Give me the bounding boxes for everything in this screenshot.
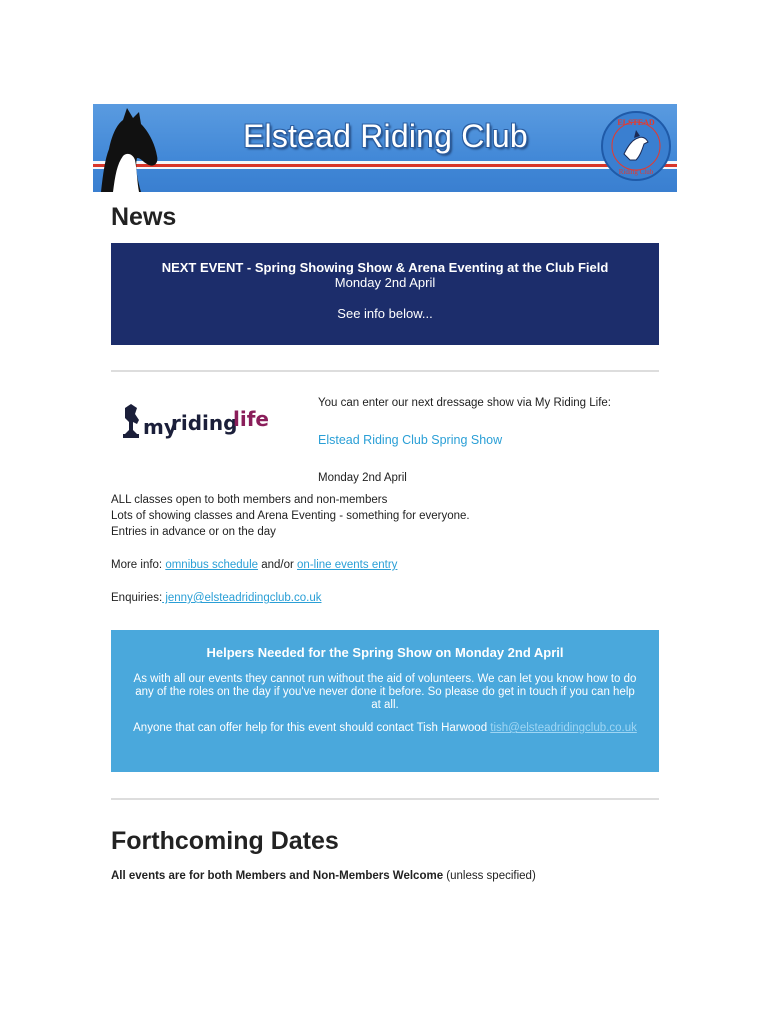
info-line: Lots of showing classes and Arena Eventing - something for everyone. — [111, 510, 470, 522]
myridinglife-section — [111, 372, 659, 482]
event-info — [111, 492, 659, 606]
next-event-note: See info below... — [337, 306, 433, 321]
horse-head-icon — [93, 104, 163, 192]
helpers-contact-link[interactable]: tish@elsteadridingclub.co.uk — [490, 722, 637, 734]
news-heading: News — [111, 203, 177, 231]
next-event-box — [111, 243, 659, 345]
myridinglife-logo[interactable] — [121, 400, 271, 444]
note-bold: All events are for both Members and Non-Members Welcome — [111, 870, 444, 882]
seal-text-bottom: Riding Club — [618, 168, 654, 176]
spring-show-link[interactable]: Elstead Riding Club Spring Show — [318, 433, 503, 447]
helpers-contact-text: Anyone that can offer help for this event should contact Tish Harwood — [133, 722, 491, 734]
online-entry-link[interactable]: on-line events entry — [297, 559, 398, 571]
more-info-label: More info: — [111, 559, 166, 571]
mrl-date: Monday 2nd April — [318, 472, 407, 484]
section-divider — [111, 798, 659, 800]
enquiries-email-link[interactable]: jenny@elsteadridingclub.co.uk — [162, 592, 322, 604]
header-banner — [93, 104, 677, 192]
helpers-heading: Helpers Needed for the Spring Show on Monday 2nd April — [206, 645, 564, 660]
helpers-text: As with all our events they cannot run without the aid of volunteers. We can let you know how to do any of the roles on the day if you've never done it before. So please do get in touch if you can help at all. — [133, 673, 637, 711]
club-seal-logo — [600, 110, 672, 182]
note-rest: (unless specified) — [443, 870, 536, 882]
banner-stripe — [93, 167, 677, 169]
and-or-text: and/or — [258, 559, 298, 571]
logo-text-my: my — [143, 415, 177, 439]
enquiries — [111, 590, 659, 606]
enquiries-label: Enquiries: — [111, 592, 163, 604]
mrl-intro: You can enter our next dressage show via My Riding Life: — [318, 397, 611, 409]
helpers-contact-line — [129, 722, 641, 735]
forthcoming-dates-heading: Forthcoming Dates — [111, 827, 339, 855]
forthcoming-dates-note — [111, 870, 659, 882]
logo-text-life: life — [233, 407, 269, 431]
helpers-box — [111, 630, 659, 772]
myridinglife-text — [318, 396, 658, 486]
next-event-date: Monday 2nd April — [334, 275, 436, 290]
newsletter — [93, 104, 677, 882]
more-info — [111, 557, 659, 573]
seal-text-top: ELSTEAD — [617, 118, 655, 127]
omnibus-schedule-link[interactable]: omnibus schedule — [165, 559, 259, 571]
info-line: ALL classes open to both members and non-members — [111, 494, 388, 506]
banner-title: Elstead Riding Club — [243, 118, 528, 154]
logo-text-riding: riding — [171, 411, 238, 435]
next-event-title: NEXT EVENT - Spring Showing Show & Arena Eventing at the Club Field — [161, 260, 609, 275]
info-line: Entries in advance or on the day — [111, 526, 276, 538]
